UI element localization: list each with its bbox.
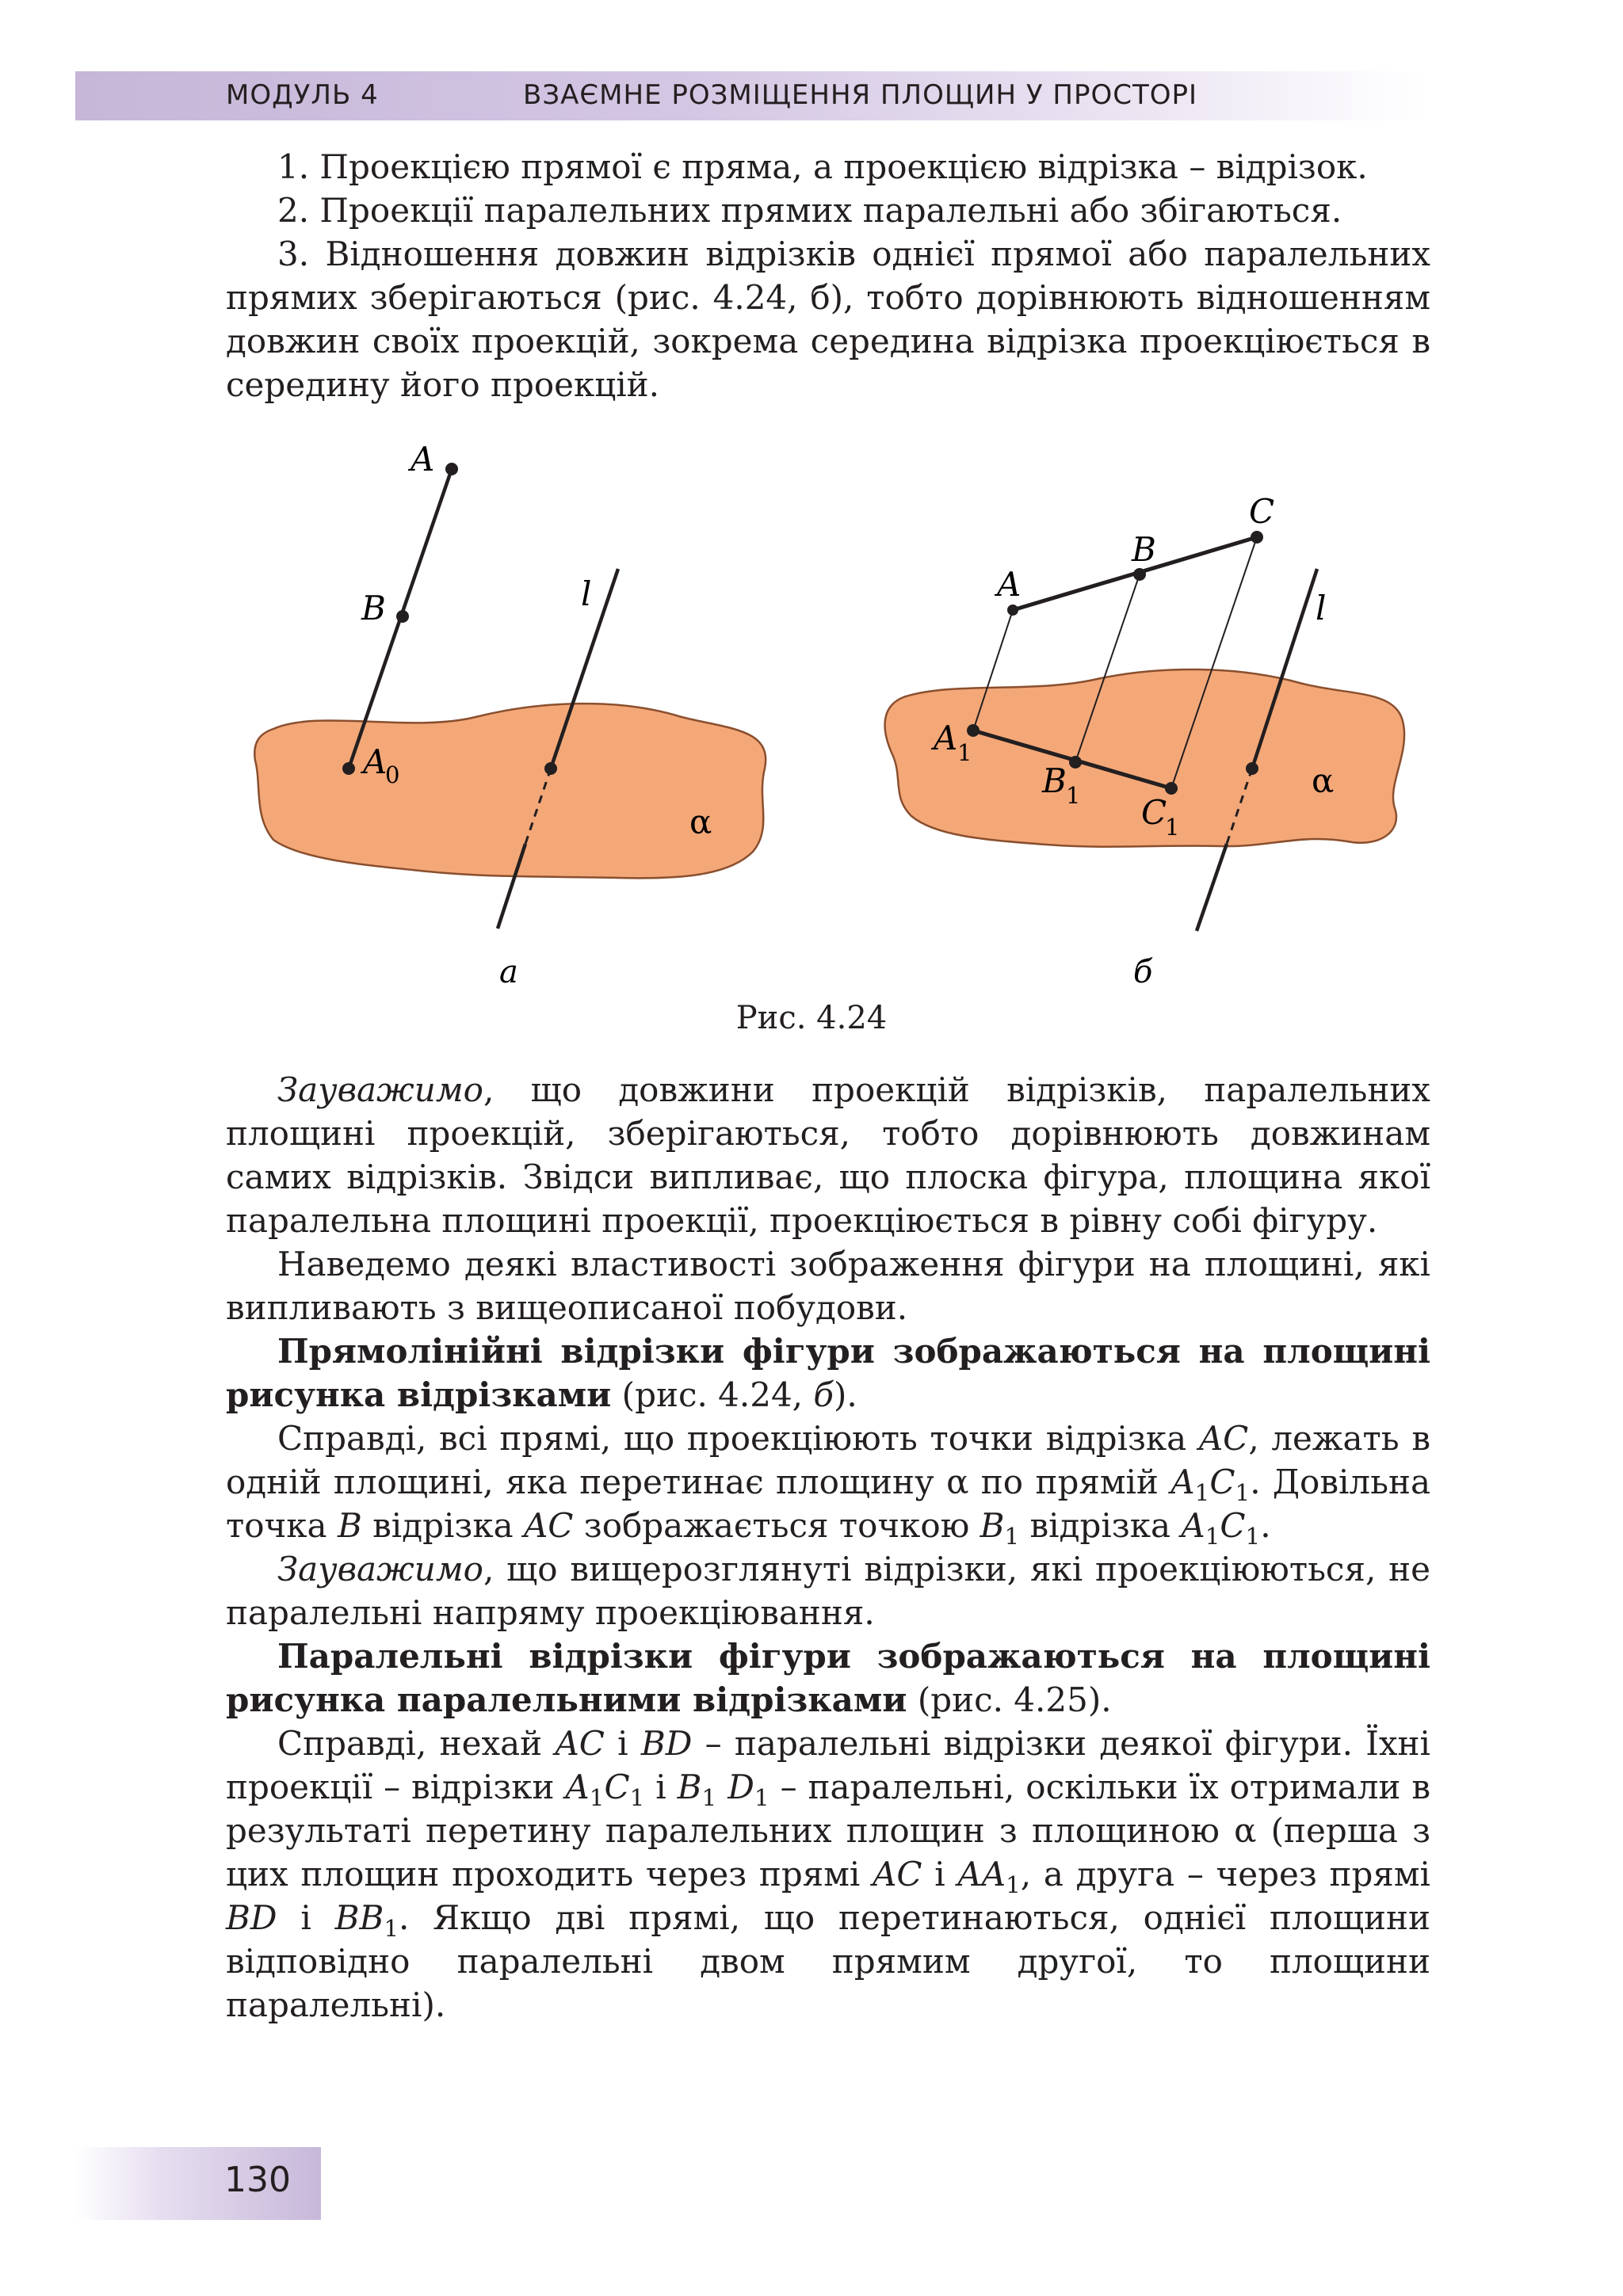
- paragraph-property-parallel: Паралельні відрізки фігури зображаються на площині рисунка паралельними відрізками (рис. 4.25).: [226, 1637, 1430, 1719]
- paragraph-property-segments: Прямолінійні відрізки фігури зображаються на площині рисунка відрізками (рис. 4.24, б).: [226, 1332, 1430, 1414]
- label-b1: B: [1042, 761, 1067, 800]
- label-b1-sub: 1: [1066, 782, 1081, 809]
- page-number: 130: [224, 2160, 291, 2200]
- plane-alpha-a: [254, 704, 766, 878]
- figure-4-24: [0, 0, 1623, 1030]
- property-1: 1. Проекцією прямої є пряма, а проекцією відрізка – відрізок.: [277, 147, 1368, 186]
- figure-caption: Рис. 4.24: [735, 1000, 888, 1036]
- point-a: [445, 463, 458, 475]
- paragraph-remark-2: Зауважимо, що вищерозглянуті відрізки, які проекціюються, не паралельні напряму проекціювання.: [226, 1550, 1430, 1632]
- module-label: МОДУЛЬ 4: [226, 79, 379, 111]
- figure-panel-b: [885, 492, 1405, 990]
- body-text: [226, 1068, 1430, 2027]
- module-title: ВЗАЄМНЕ РОЗМІЩЕННЯ ПЛОЩИН У ПРОСТОРІ: [523, 79, 1198, 111]
- point-c: [1251, 531, 1263, 543]
- label-a0-sub: 0: [385, 761, 400, 788]
- label-l-b: l: [1316, 589, 1327, 627]
- label-a1-sub: 1: [957, 739, 972, 766]
- paragraph-properties-intro: Наведемо деякі властивості зображення фігури на площині, які випливають з вищеописаної побудови.: [226, 1245, 1430, 1327]
- panel-a-caption: а: [499, 954, 518, 990]
- label-c1-sub: 1: [1165, 814, 1180, 841]
- point-l-intersection-b: [1246, 762, 1258, 775]
- label-a: A: [411, 440, 435, 479]
- label-c1: C: [1141, 793, 1167, 832]
- label-c-b: C: [1249, 492, 1275, 531]
- label-alpha-b: α: [1312, 761, 1335, 800]
- figure-panel-a: [254, 440, 766, 990]
- panel-b-caption: б: [1133, 954, 1153, 990]
- label-a1: A: [934, 719, 958, 757]
- point-l-intersection-a: [544, 762, 557, 775]
- point-b-top: [1133, 568, 1146, 581]
- point-b: [396, 610, 409, 623]
- paragraph-remark-1: Зауважимо, що довжини проекцій відрізків, паралельних площині проекцій, зберігаються, тобто дорівнюють довжинам самих відрізків. Звідси випливає, що плоска фігура, площина якої паралельна площині проекції, проекціюється в рівну собі фігуру.: [226, 1070, 1430, 1240]
- label-b: B: [361, 589, 386, 627]
- paragraph-proof-1: Справді, всі прямі, що проекціюють точки відрізка AC, лежать в одній площині, яка перетинає площину α по прямій $A_1C_1$. Довільна точка B відрізка AC зображається точкою $B_1$ відрізка $A_1C_1$.: [226, 1419, 1430, 1550]
- paragraph-proof-2: Справді, нехай AC і BD – паралельні відрізки деякої фігури. Їхні проекції – відрізки $A_1C_1$ і $B_1$ $D_1$ – паралельні, оскільки їх отримали в результаті перетину паралельних площин з площиною α (перша з цих площин проходить через прямі AC і $AA_1$, а друга – через прямі BD і $BB_1$. Якщо дві прямі, що перетинаються, однієї площини відповідно паралельні двом прямим другої, то площини паралельні).: [226, 1724, 1430, 2024]
- point-b1: [1069, 756, 1082, 769]
- point-a1: [967, 724, 980, 737]
- point-c1: [1165, 782, 1178, 795]
- label-a-b: A: [997, 565, 1022, 604]
- property-3: 3. Відношення довжин відрізків однієї прямої або паралельних прямих зберігаються (рис. 4.24, б), тобто дорівнюють відношенням довжин своїх проекцій, зокрема середина відрізка проекціюється в середину його проекцій.: [226, 235, 1430, 404]
- label-alpha-a: α: [689, 803, 712, 841]
- point-a0: [342, 762, 355, 775]
- label-b-b: B: [1132, 530, 1156, 569]
- label-l-a: l: [581, 574, 592, 613]
- property-2: 2. Проекції паралельних прямих паралельні або збігаються.: [277, 191, 1342, 230]
- label-a0: A: [363, 742, 388, 781]
